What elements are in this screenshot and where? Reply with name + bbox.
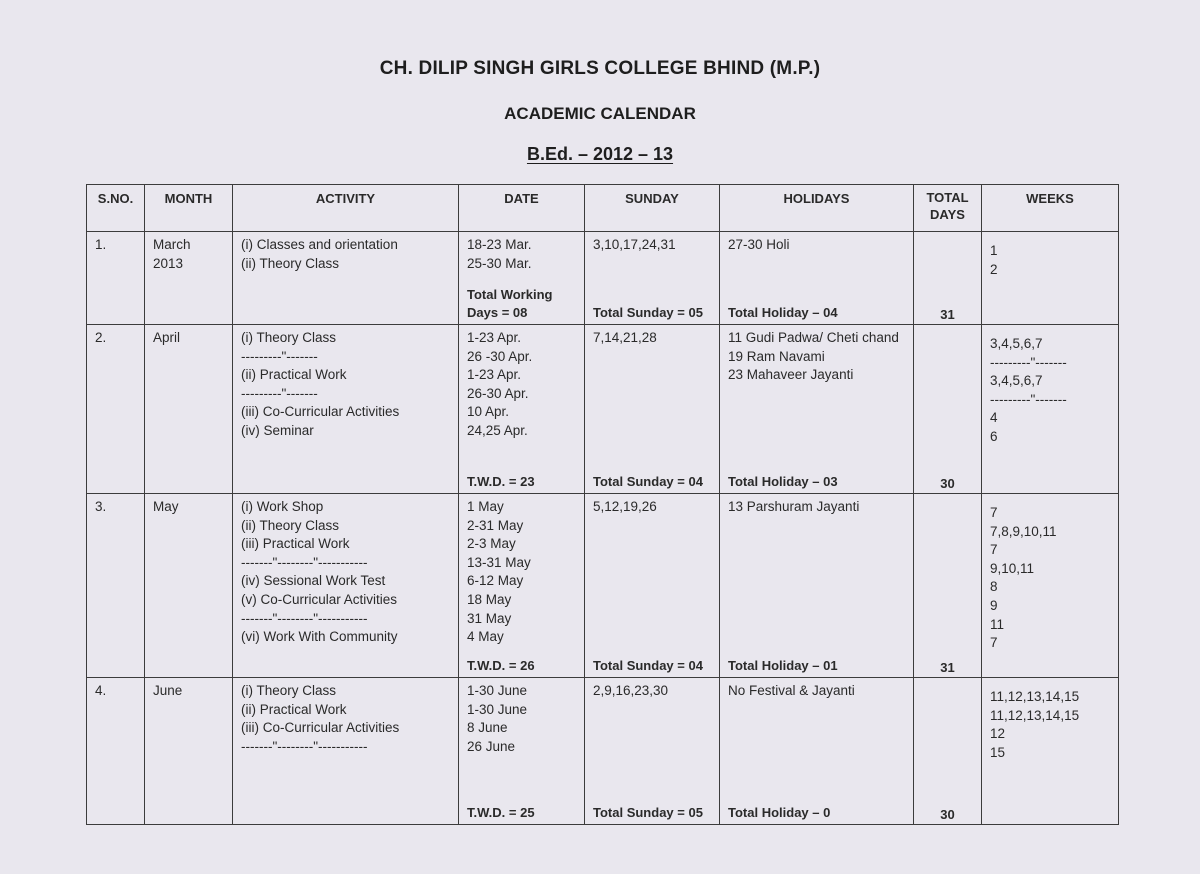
activity-line: (ii) Practical Work: [241, 701, 347, 717]
activity-line: ---------"-------: [241, 385, 318, 401]
date-line: 8 June: [467, 720, 508, 736]
weeks-line: 7,8,9,10,11: [990, 523, 1057, 539]
month-cell: [145, 494, 233, 678]
weeks-line: 12: [990, 726, 1006, 742]
weeks-line: 3,4,5,6,7: [990, 336, 1043, 351]
activity-line: ---------"-------: [241, 348, 318, 364]
month-value: May: [153, 499, 179, 514]
sunday-dates: 3,10,17,24,31: [593, 237, 676, 252]
holiday-line: 23 Mahaveer Jayanti: [728, 367, 854, 382]
sunday-dates: 7,14,21,28: [593, 330, 657, 345]
activity-cell: [233, 232, 459, 325]
weeks-line: 9: [990, 597, 998, 613]
holiday-total: Total Holiday – 01: [728, 658, 838, 673]
weeks-line: 11,12,13,14,15: [990, 707, 1080, 723]
date-line: 18 May: [467, 591, 512, 607]
month-cell: [145, 325, 233, 494]
sunday-dates: 2,9,16,23,30: [593, 683, 669, 698]
table-row: [87, 494, 1119, 678]
weeks-line: 1: [990, 243, 998, 258]
date-cell: [459, 678, 585, 825]
activity-line: (ii) Theory Class: [241, 255, 340, 271]
col-header-total-days: TOTAL DAYS: [914, 185, 982, 232]
activity-line: (i) Theory Class: [241, 330, 337, 345]
weeks-line: 9,10,11: [990, 560, 1035, 576]
activity-line: (iv) Seminar: [241, 422, 314, 438]
activity-line: (iii) Practical Work: [241, 536, 350, 552]
sno-value: 4.: [95, 683, 107, 698]
activity-cell: [233, 494, 459, 678]
date-cell: [459, 232, 585, 325]
date-line: 1 May: [467, 499, 504, 514]
weeks-cell: [982, 325, 1119, 494]
sno-cell: [87, 232, 145, 325]
table-row: [87, 232, 1119, 325]
date-line: 31 May: [467, 610, 512, 626]
sunday-total: Total Sunday = 05: [593, 805, 703, 820]
sunday-cell: [585, 325, 720, 494]
sunday-total: Total Sunday = 04: [593, 474, 703, 489]
weeks-line: 4: [990, 410, 998, 425]
month-cell: [145, 232, 233, 325]
holidays-cell: [720, 494, 914, 678]
holidays-cell: [720, 325, 914, 494]
col-header-activity: ACTIVITY: [233, 185, 459, 232]
sno-value: 2.: [95, 330, 107, 345]
date-line: 25-30 Mar.: [467, 255, 532, 271]
date-line: 18-23 Mar.: [467, 237, 532, 252]
total-days-cell: [914, 325, 982, 494]
activity-line: -------"--------"-----------: [241, 738, 368, 754]
working-days-total: T.W.D. = 23: [467, 474, 535, 489]
holiday-line: 13 Parshuram Jayanti: [728, 499, 860, 514]
date-line: 26 -30 Apr.: [467, 348, 533, 364]
weeks-cell: [982, 494, 1119, 678]
date-line: 26 June: [467, 738, 516, 754]
holiday-line: No Festival & Jayanti: [728, 683, 855, 698]
col-header-sunday: SUNDAY: [585, 185, 720, 232]
sunday-cell: [585, 494, 720, 678]
weeks-line: 3,4,5,6,7: [990, 373, 1043, 388]
date-line: 1-23 Apr.: [467, 367, 522, 382]
sunday-cell: [585, 678, 720, 825]
sno-cell: [87, 494, 145, 678]
activity-line: (i) Classes and orientation: [241, 237, 398, 252]
activity-line: -------"--------"-----------: [241, 554, 368, 570]
holiday-line: 19 Ram Navami: [728, 348, 825, 364]
date-line: 1-23 Apr.: [467, 330, 522, 345]
date-line: 4 May: [467, 629, 504, 645]
activity-line: (i) Work Shop: [241, 499, 324, 514]
calendar-heading: ACADEMIC CALENDAR: [504, 104, 696, 123]
academic-calendar-table: [86, 184, 1119, 825]
col-header-weeks: WEEKS: [982, 185, 1119, 232]
col-header-sno: S.NO.: [87, 185, 145, 232]
weeks-line: 7: [990, 635, 998, 651]
weeks-line: ---------"-------: [990, 354, 1067, 370]
working-days-total: T.W.D. = 25: [467, 805, 535, 820]
month-value: April: [153, 330, 181, 345]
weeks-cell: [982, 678, 1119, 825]
session-heading: B.Ed. – 2012 – 13: [526, 144, 674, 164]
sno-value: 1.: [95, 237, 107, 252]
weeks-line: 11,12,13,14,15: [990, 689, 1080, 704]
sno-cell: [87, 678, 145, 825]
col-header-date: DATE: [459, 185, 585, 232]
activity-line: (iii) Co-Curricular Activities: [241, 404, 400, 419]
weeks-line: 15: [990, 744, 1006, 760]
weeks-line: 7: [990, 505, 998, 520]
sunday-total: Total Sunday = 04: [593, 658, 703, 673]
weeks-cell: [982, 232, 1119, 325]
activity-cell: [233, 678, 459, 825]
weeks-line: 2: [990, 261, 998, 277]
month-value: March 2013: [153, 237, 191, 271]
holiday-line: 11 Gudi Padwa/ Cheti chand: [728, 330, 899, 345]
weeks-line: 8: [990, 579, 998, 595]
date-line: 1-30 June: [467, 701, 528, 717]
weeks-line: 11: [990, 616, 1005, 632]
activity-line: (iv) Sessional Work Test: [241, 573, 386, 589]
month-cell: [145, 678, 233, 825]
table-row: [87, 325, 1119, 494]
holiday-line: 27-30 Holi: [728, 237, 790, 252]
month-value: June: [153, 683, 183, 698]
activity-line: (vi) Work With Community: [241, 629, 398, 645]
sno-value: 3.: [95, 499, 107, 514]
header-row: [87, 185, 1119, 232]
date-line: 13-31 May: [467, 554, 531, 570]
date-line: 2-3 May: [467, 536, 516, 552]
date-cell: [459, 325, 585, 494]
sunday-dates: 5,12,19,26: [593, 499, 657, 514]
col-header-month: MONTH: [145, 185, 233, 232]
total-days-value: 31: [940, 307, 955, 322]
sno-cell: [87, 325, 145, 494]
date-line: 6-12 May: [467, 573, 524, 589]
weeks-line: 6: [990, 428, 998, 444]
date-cell: [459, 494, 585, 678]
date-line: 24,25 Apr.: [467, 422, 528, 438]
activity-cell: [233, 325, 459, 494]
weeks-line: 7: [990, 542, 998, 558]
total-days-cell: [914, 232, 982, 325]
activity-line: (i) Theory Class: [241, 683, 337, 698]
sunday-total: Total Sunday = 05: [593, 305, 703, 320]
total-days-cell: [914, 494, 982, 678]
date-line: 10 Apr.: [467, 404, 510, 419]
date-line: 2-31 May: [467, 517, 524, 533]
activity-line: (v) Co-Curricular Activities: [241, 591, 398, 607]
activity-line: (ii) Practical Work: [241, 367, 347, 382]
total-days-value: 30: [940, 476, 955, 491]
total-days-value: 30: [940, 807, 955, 822]
total-days-value: 31: [940, 660, 955, 675]
college-name: CH. DILIP SINGH GIRLS COLLEGE BHIND (M.P.): [379, 58, 821, 79]
sunday-cell: [585, 232, 720, 325]
working-days-total: T.W.D. = 26: [467, 658, 535, 673]
activity-line: (ii) Theory Class: [241, 517, 340, 533]
date-line: 26-30 Apr.: [467, 385, 529, 401]
date-line: 1-30 June: [467, 683, 528, 698]
holiday-total: Total Holiday – 03: [728, 474, 838, 489]
holiday-total: Total Holiday – 04: [728, 305, 838, 320]
working-days-total: Total Working Days = 08: [467, 287, 553, 320]
total-days-cell: [914, 678, 982, 825]
holidays-cell: [720, 232, 914, 325]
activity-line: (iii) Co-Curricular Activities: [241, 720, 400, 736]
table-row: [87, 678, 1119, 825]
holiday-total: Total Holiday – 0: [728, 805, 831, 820]
col-header-holidays: HOLIDAYS: [720, 185, 914, 232]
weeks-line: ---------"-------: [990, 391, 1067, 407]
holidays-cell: [720, 678, 914, 825]
activity-line: -------"--------"-----------: [241, 610, 368, 626]
